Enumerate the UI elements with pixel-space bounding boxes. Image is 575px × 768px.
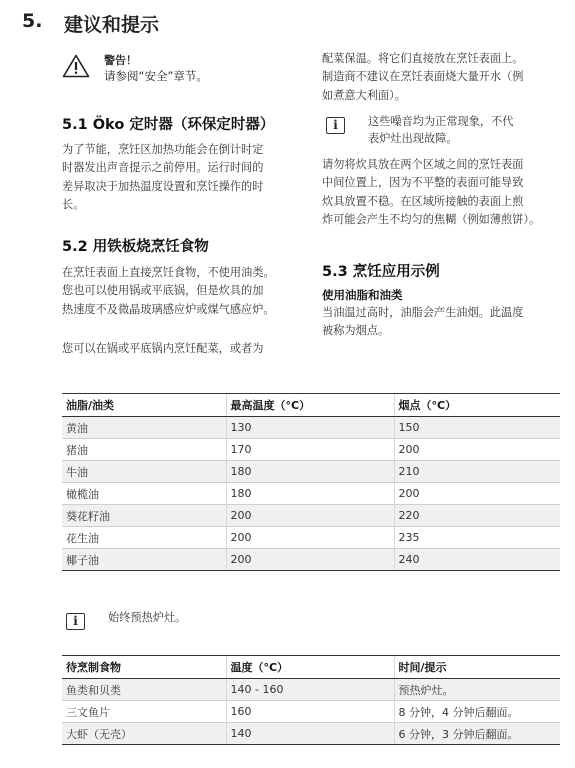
chapter-number: 5. — [22, 10, 43, 32]
info-icon: i — [326, 117, 345, 134]
table-row: 椰子油 200 240 — [62, 549, 560, 571]
table-row: 鱼类和贝类 140 - 160 预热炉灶。 — [62, 679, 560, 701]
warning-title: 警告！ — [104, 54, 137, 67]
section-5-2-text: 在烹饪表面上直接烹饪食物，不使用油类。 您也可以使用锅或平底锅，但是炊具的加 热速度不及微晶玻璃感应炉或煤气感应炉。 — [62, 266, 275, 316]
section-5-3-title: 5.3 烹饪应用示例 — [322, 264, 440, 280]
section-5-2-text-2: 您可以在锅或平底锅内烹饪配菜，或者为 — [62, 342, 264, 355]
info-icon: i — [66, 613, 85, 630]
cooking-examples-table — [62, 655, 560, 745]
table-row: 橄榄油 180 200 — [62, 483, 560, 505]
table-row: 黄油 130 150 — [62, 417, 560, 439]
table-header: 时间/提示 — [394, 656, 560, 679]
preheat-note: 始终预热炉灶。 — [108, 611, 187, 624]
table-header: 烟点（°C） — [394, 394, 560, 417]
section-5-3-subtitle: 使用油脂和油类 — [322, 288, 403, 302]
table-row: 葵花籽油 200 220 — [62, 505, 560, 527]
right-column-text-2: 请勿将炊具放在两个区域之间的烹饪表面 中间位置上，因为不平整的表面可能导致 炊具放置不稳。在区域所接触的表面上煎 炸可能会产生不均匀的焦糊（例如薄煎饼）。 — [322, 158, 541, 227]
note-text: 这些噪音均为正常现象，不代 表炉灶出现故障。 — [368, 115, 514, 145]
table-row: 三文鱼片 160 8 分钟，4 分钟后翻面。 — [62, 701, 560, 723]
table-header-row — [62, 394, 560, 417]
right-column-text: 配菜保温。将它们直接放在烹饪表面上。 制造商不建议在烹饪表面烧大量开水（例 如煮意大利面）。 — [322, 52, 524, 102]
oil-temperature-table — [62, 393, 560, 571]
table-header-row — [62, 656, 560, 679]
section-5-3-text: 当油温过高时，油脂会产生油烟。此温度 被称为烟点。 — [322, 306, 524, 338]
table-header: 温度（°C） — [226, 656, 394, 679]
table-row: 大虾（无壳） 140 6 分钟，3 分钟后翻面。 — [62, 723, 560, 745]
table-row: 花生油 200 235 — [62, 527, 560, 549]
section-5-2-title: 5.2 用铁板烧烹饪食物 — [62, 239, 209, 255]
warning-text: 请参阅“安全”章节。 — [104, 69, 208, 83]
warning-triangle-icon — [62, 54, 90, 78]
section-5-1-title: 5.1 Öko 定时器（环保定时器） — [62, 117, 275, 133]
table-header: 最高温度（°C） — [226, 394, 394, 417]
table-row: 牛油 180 210 — [62, 461, 560, 483]
chapter-title: 建议和提示 — [64, 14, 160, 36]
table-header: 待烹制食物 — [62, 656, 226, 679]
section-5-1-text: 为了节能，烹饪区加热功能会在倒计时定 时器发出声音提示之前停用。运行时间的 差异取决于加热温度设置和烹饪操作的时 长。 — [62, 143, 264, 212]
table-row: 猪油 170 200 — [62, 439, 560, 461]
table-header: 油脂/油类 — [62, 394, 226, 417]
